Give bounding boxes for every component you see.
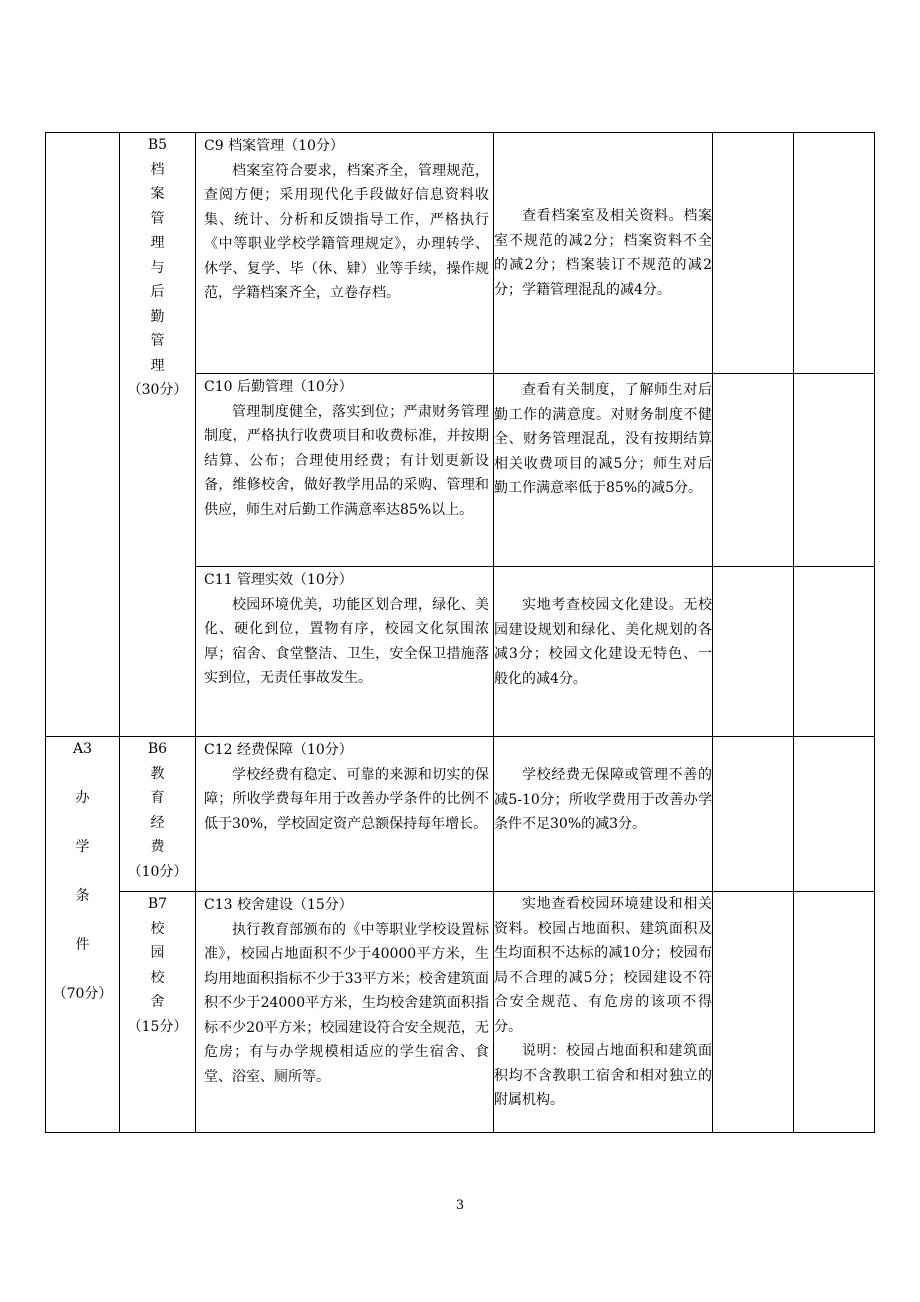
category-b5-label: B5 档 案 管 理 与 后 勤 管 理 （30分） (127, 137, 188, 398)
item-title-c9: C9 档案管理（10分） (204, 138, 344, 154)
standard-cell-c13 (196, 892, 494, 1133)
method-text-c12: 学校经费无保障或管理不善的减5-10分；所收学费用于改善办学条件不足30%的减3分。 (494, 767, 712, 832)
standard-cell-c10 (196, 374, 494, 567)
score-cell (713, 133, 794, 374)
table-row (46, 737, 875, 892)
item-title-c12: C12 经费保障（10分） (204, 742, 353, 758)
category-a3 (46, 737, 120, 1133)
score-cell (713, 737, 794, 892)
method-cell-c9 (494, 133, 713, 374)
item-content-c12: 学校经费有稳定、可靠的来源和切实的保障；所收学费每年用于改善办学条件的比例不低于30%，学校固定资产总额保持每年增长。 (204, 766, 489, 832)
item-content-c10: 管理制度健全，落实到位；严肃财务管理制度，严格执行收费项目和收费标准，并按期结算、公布；合理使用经费；有计划更新设备，维修校舍，做好教学用品的采购、管理和供应，师生对后勤工作满意率达85%以上。 (204, 403, 489, 518)
score-cell (713, 374, 794, 567)
score-cell (713, 567, 794, 737)
method-text-c10: 查看有关制度，了解师生对后勤工作的满意度。对财务制度不健全、财务管理混乱，没有按期结算相关收费项目的减5分；师生对后勤工作满意率低于85%的减5分。 (494, 382, 712, 496)
standard-cell-c11 (196, 567, 494, 737)
table-row (46, 892, 875, 1133)
method-text-c13: 实地查看校园环境建设和相关资料。校园占地面积、建筑面积及生均面积不达标的减10分；校园布局不合理的减5分；校园建设不符合安全规范、有危房的该项不得分。 (494, 896, 712, 1035)
table-row (46, 133, 875, 374)
a-level-cell-empty (46, 133, 120, 737)
category-b7 (120, 892, 196, 1133)
remark-cell (794, 567, 875, 737)
item-title-c10: C10 后勤管理（10分） (204, 379, 353, 395)
method-cell-c13 (494, 892, 713, 1133)
evaluation-table (45, 132, 875, 1133)
method-cell-c12 (494, 737, 713, 892)
item-title-c13: C13 校舍建设（15分） (204, 897, 353, 913)
item-content-c13: 执行教育部颁布的《中等职业学校设置标准》，校园占地面积不少于40000平方米，生均用地面积指标不少于33平方米；校舍建筑面积不少于24000平方米，生均校舍建筑面积指标不少20平方米；校园建设符合安全规范，无危房；有与办学规模相适应的学生宿舍、食堂、浴室、厕所等。 (204, 921, 489, 1085)
method-text-c9: 查看档案室及相关资料。档案室不规范的减2分；档案资料不全的减2分；档案装订不规范的减2分；学籍管理混乱的减4分。 (494, 208, 712, 298)
page-number: 3 (455, 1198, 465, 1213)
item-content-c9: 档案室符合要求，档案齐全，管理规范，查阅方便；采用现代化手段做好信息资料收集、统计、分析和反馈指导工作，严格执行《中等职业学校学籍管理规定》，办理转学、休学、复学、毕（休、肄）业等手续，操作规范，学籍档案齐全，立卷存档。 (204, 162, 489, 301)
item-title-c11: C11 管理实效（10分） (204, 572, 353, 588)
category-b6-label: B6 教 育 经 费 （10分） (127, 741, 188, 880)
category-b7-label: B7 校 园 校 舍 （15分） (127, 896, 188, 1035)
score-cell (713, 892, 794, 1133)
remark-cell (794, 892, 875, 1133)
remark-cell (794, 737, 875, 892)
category-b6 (120, 737, 196, 892)
remark-cell (794, 133, 875, 374)
category-b5 (120, 133, 196, 737)
method-cell-c10 (494, 374, 713, 567)
category-a3-label: A3 办 学 条 件 （70分） (52, 741, 113, 1002)
method-cell-c11 (494, 567, 713, 737)
method-text-c11: 实地考查校园文化建设。无校园建设规划和绿化、美化规划的各减3分；校园文化建设无特色、一般化的减4分。 (494, 597, 712, 687)
remark-cell (794, 374, 875, 567)
method-note-c13: 说明：校园占地面积和建筑面积均不含教职工宿舍和相对独立的附属机构。 (494, 1043, 712, 1108)
standard-cell-c12 (196, 737, 494, 892)
item-content-c11: 校园环境优美，功能区划合理，绿化、美化、硬化到位，置物有序，校园文化氛围浓厚；宿舍、食堂整洁、卫生，安全保卫措施落实到位，无责任事故发生。 (204, 596, 489, 686)
standard-cell-c9 (196, 133, 494, 374)
